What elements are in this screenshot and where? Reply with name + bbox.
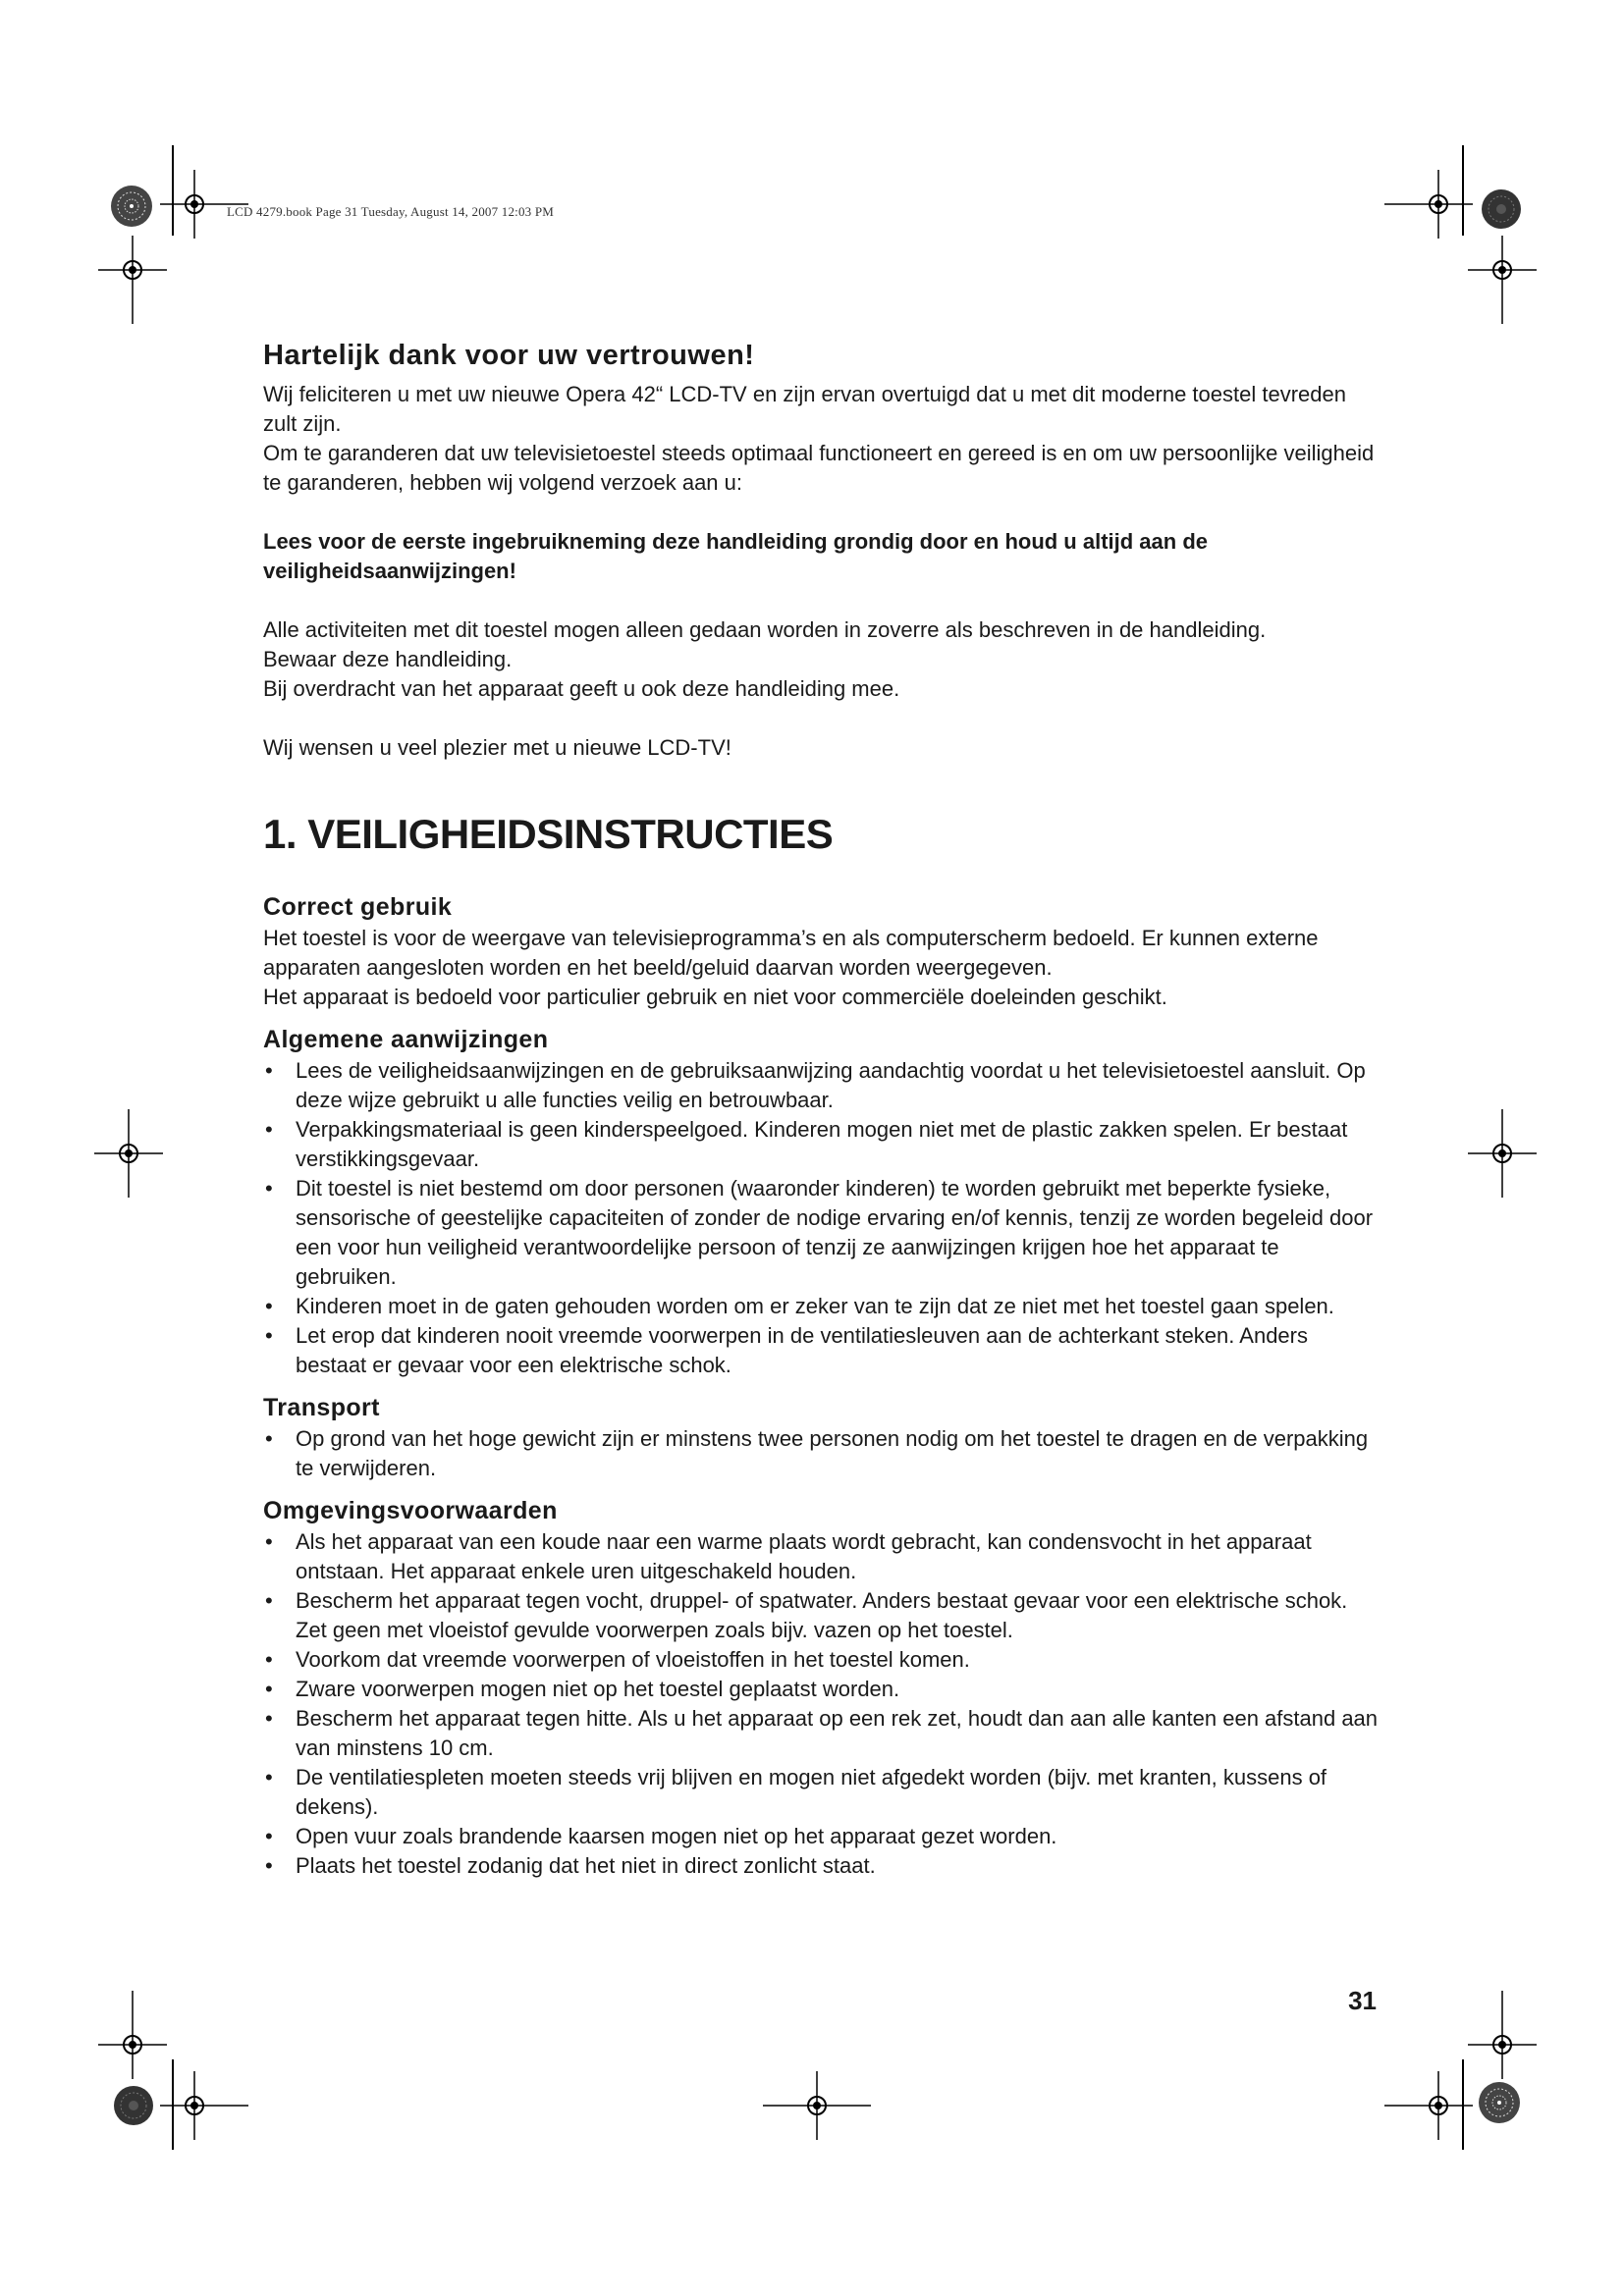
section-paragraph: Het toestel is voor de weergave van televisieprogramma’s en als computerscherm bedoeld. Er kunnen externe apparaten aangesloten worden en het beeld/geluid daarvan worden weergegeven. xyxy=(263,926,1319,980)
section-heading-correct-use: Correct gebruik xyxy=(263,893,453,921)
list-item: • Voorkom dat vreemde voorwerpen of vloeistoffen in het toestel komen. xyxy=(263,1645,1382,1675)
registration-crosshair-icon xyxy=(1468,1991,1537,2079)
section-heading-transport: Transport xyxy=(263,1394,380,1421)
page-content xyxy=(263,338,1382,1881)
intro-paragraph: Bij overdracht van het apparaat geeft u ook deze handleiding mee. xyxy=(263,676,900,701)
registration-rosette-icon xyxy=(1478,2081,1521,2124)
section-heading-general: Algemene aanwijzingen xyxy=(263,1026,549,1053)
registration-crosshair-icon xyxy=(160,2071,248,2140)
registration-crosshair-icon xyxy=(160,170,248,239)
list-item: • Verpakkingsmateriaal is geen kinderspeelgoed. Kinderen mogen niet met de plastic zakken spelen. Er bestaat verstikkingsgevaar. xyxy=(263,1115,1382,1174)
list-item: • Bescherm het apparaat tegen vocht, druppel- of spatwater. Anders bestaat gevaar voor een elektrische schok. Zet geen met vloeistof gevulde voorwerpen zoals bijv. vazen op het toestel. xyxy=(263,1586,1382,1645)
list-item: • Kinderen moet in de gaten gehouden worden om er zeker van te zijn dat ze niet met het toestel gaan spelen. xyxy=(263,1292,1382,1321)
list-item: • Plaats het toestel zodanig dat het niet in direct zonlicht staat. xyxy=(263,1851,1382,1881)
list-item: • De ventilatiespleten moeten steeds vrij blijven en mogen niet afgedekt worden (bijv. met kranten, kussens of dekens). xyxy=(263,1763,1382,1822)
registration-crosshair-icon xyxy=(1384,2071,1473,2140)
intro-title: Hartelijk dank voor uw vertrouwen! xyxy=(263,340,755,371)
registration-crosshair-icon xyxy=(1384,170,1473,239)
section-paragraph: Het apparaat is bedoeld voor particulier gebruik en niet voor commerciële doeleinden geschikt. xyxy=(263,985,1167,1009)
page-number: 31 xyxy=(1348,1986,1377,2015)
section-heading-environment: Omgevingsvoorwaarden xyxy=(263,1497,558,1524)
print-header: LCD 4279.book Page 31 Tuesday, August 14, 2007 12:03 PM xyxy=(227,204,555,219)
list-item: • Open vuur zoals brandende kaarsen mogen niet op het apparaat gezet worden. xyxy=(263,1822,1382,1851)
intro-paragraph: Wij feliciteren u met uw nieuwe Opera 42“ LCD-TV en zijn ervan overtuigd dat u met dit moderne toestel tevreden zult zijn. xyxy=(263,382,1346,436)
safety-warning: Lees voor de eerste ingebruikneming deze handleiding grondig door en houd u altijd aan de veiligheidsaanwijzingen! xyxy=(263,529,1209,583)
list-item: • Lees de veiligheidsaanwijzingen en de gebruiksaanwijzing aandachtig voordat u het televisietoestel aansluit. Op deze wijze gebruikt u alle functies veilig en betrouwbaar. xyxy=(263,1056,1382,1115)
general-list xyxy=(263,1056,1382,1380)
intro-paragraph: Om te garanderen dat uw televisietoestel steeds optimaal functioneert en gereed is en om uw persoonlijke veiligheid te garanderen, hebben wij volgend verzoek aan u: xyxy=(263,441,1375,495)
registration-rosette-icon xyxy=(1481,188,1522,230)
registration-crosshair-icon xyxy=(98,1991,167,2079)
intro-closing: Wij wensen u veel plezier met u nieuwe LCD-TV! xyxy=(263,735,731,760)
registration-crosshair-icon xyxy=(94,1109,163,1198)
intro-paragraph: Alle activiteiten met dit toestel mogen alleen gedaan worden in zoverre als beschreven in de handleiding. xyxy=(263,617,1267,642)
registration-crosshair-icon xyxy=(1468,236,1537,324)
list-item: • Op grond van het hoge gewicht zijn er minstens twee personen nodig om het toestel te dragen en de verpakking te verwijderen. xyxy=(263,1424,1382,1483)
list-item: • Als het apparaat van een koude naar een warme plaats wordt gebracht, kan condensvocht in het apparaat ontstaan. Het apparaat enkele uren uitgeschakeld houden. xyxy=(263,1527,1382,1586)
list-item: • Let erop dat kinderen nooit vreemde voorwerpen in de ventilatiesleuven aan de achterkant steken. Anders bestaat er gevaar voor een elektrische schok. xyxy=(263,1321,1382,1380)
registration-crosshair-icon xyxy=(763,2071,871,2140)
intro-paragraph: Bewaar deze handleiding. xyxy=(263,647,513,671)
list-item: • Bescherm het apparaat tegen hitte. Als u het apparaat op een rek zet, houdt dan aan alle kanten een afstand aan van minstens 10 cm. xyxy=(263,1704,1382,1763)
registration-crosshair-icon xyxy=(1468,1109,1537,1198)
list-item: • Dit toestel is niet bestemd om door personen (waaronder kinderen) te worden gebruikt met beperkte fysieke, sensorische of geestelijke capaciteiten of zonder de nodige ervaring en/of kennis, tenzij ze worden begeleid door een voor hun veiligheid verantwoordelijke persoon of tenzij ze aanwijzingen krijgen hoe het apparaat te gebruiken. xyxy=(263,1174,1382,1292)
registration-rosette-icon xyxy=(110,185,153,228)
registration-rosette-icon xyxy=(113,2085,154,2126)
list-item: • Zware voorwerpen mogen niet op het toestel geplaatst worden. xyxy=(263,1675,1382,1704)
registration-crosshair-icon xyxy=(98,236,167,324)
environment-list xyxy=(263,1527,1382,1881)
transport-list xyxy=(263,1424,1382,1483)
chapter-title: 1. VEILIGHEIDSINSTRUCTIES xyxy=(263,811,834,857)
